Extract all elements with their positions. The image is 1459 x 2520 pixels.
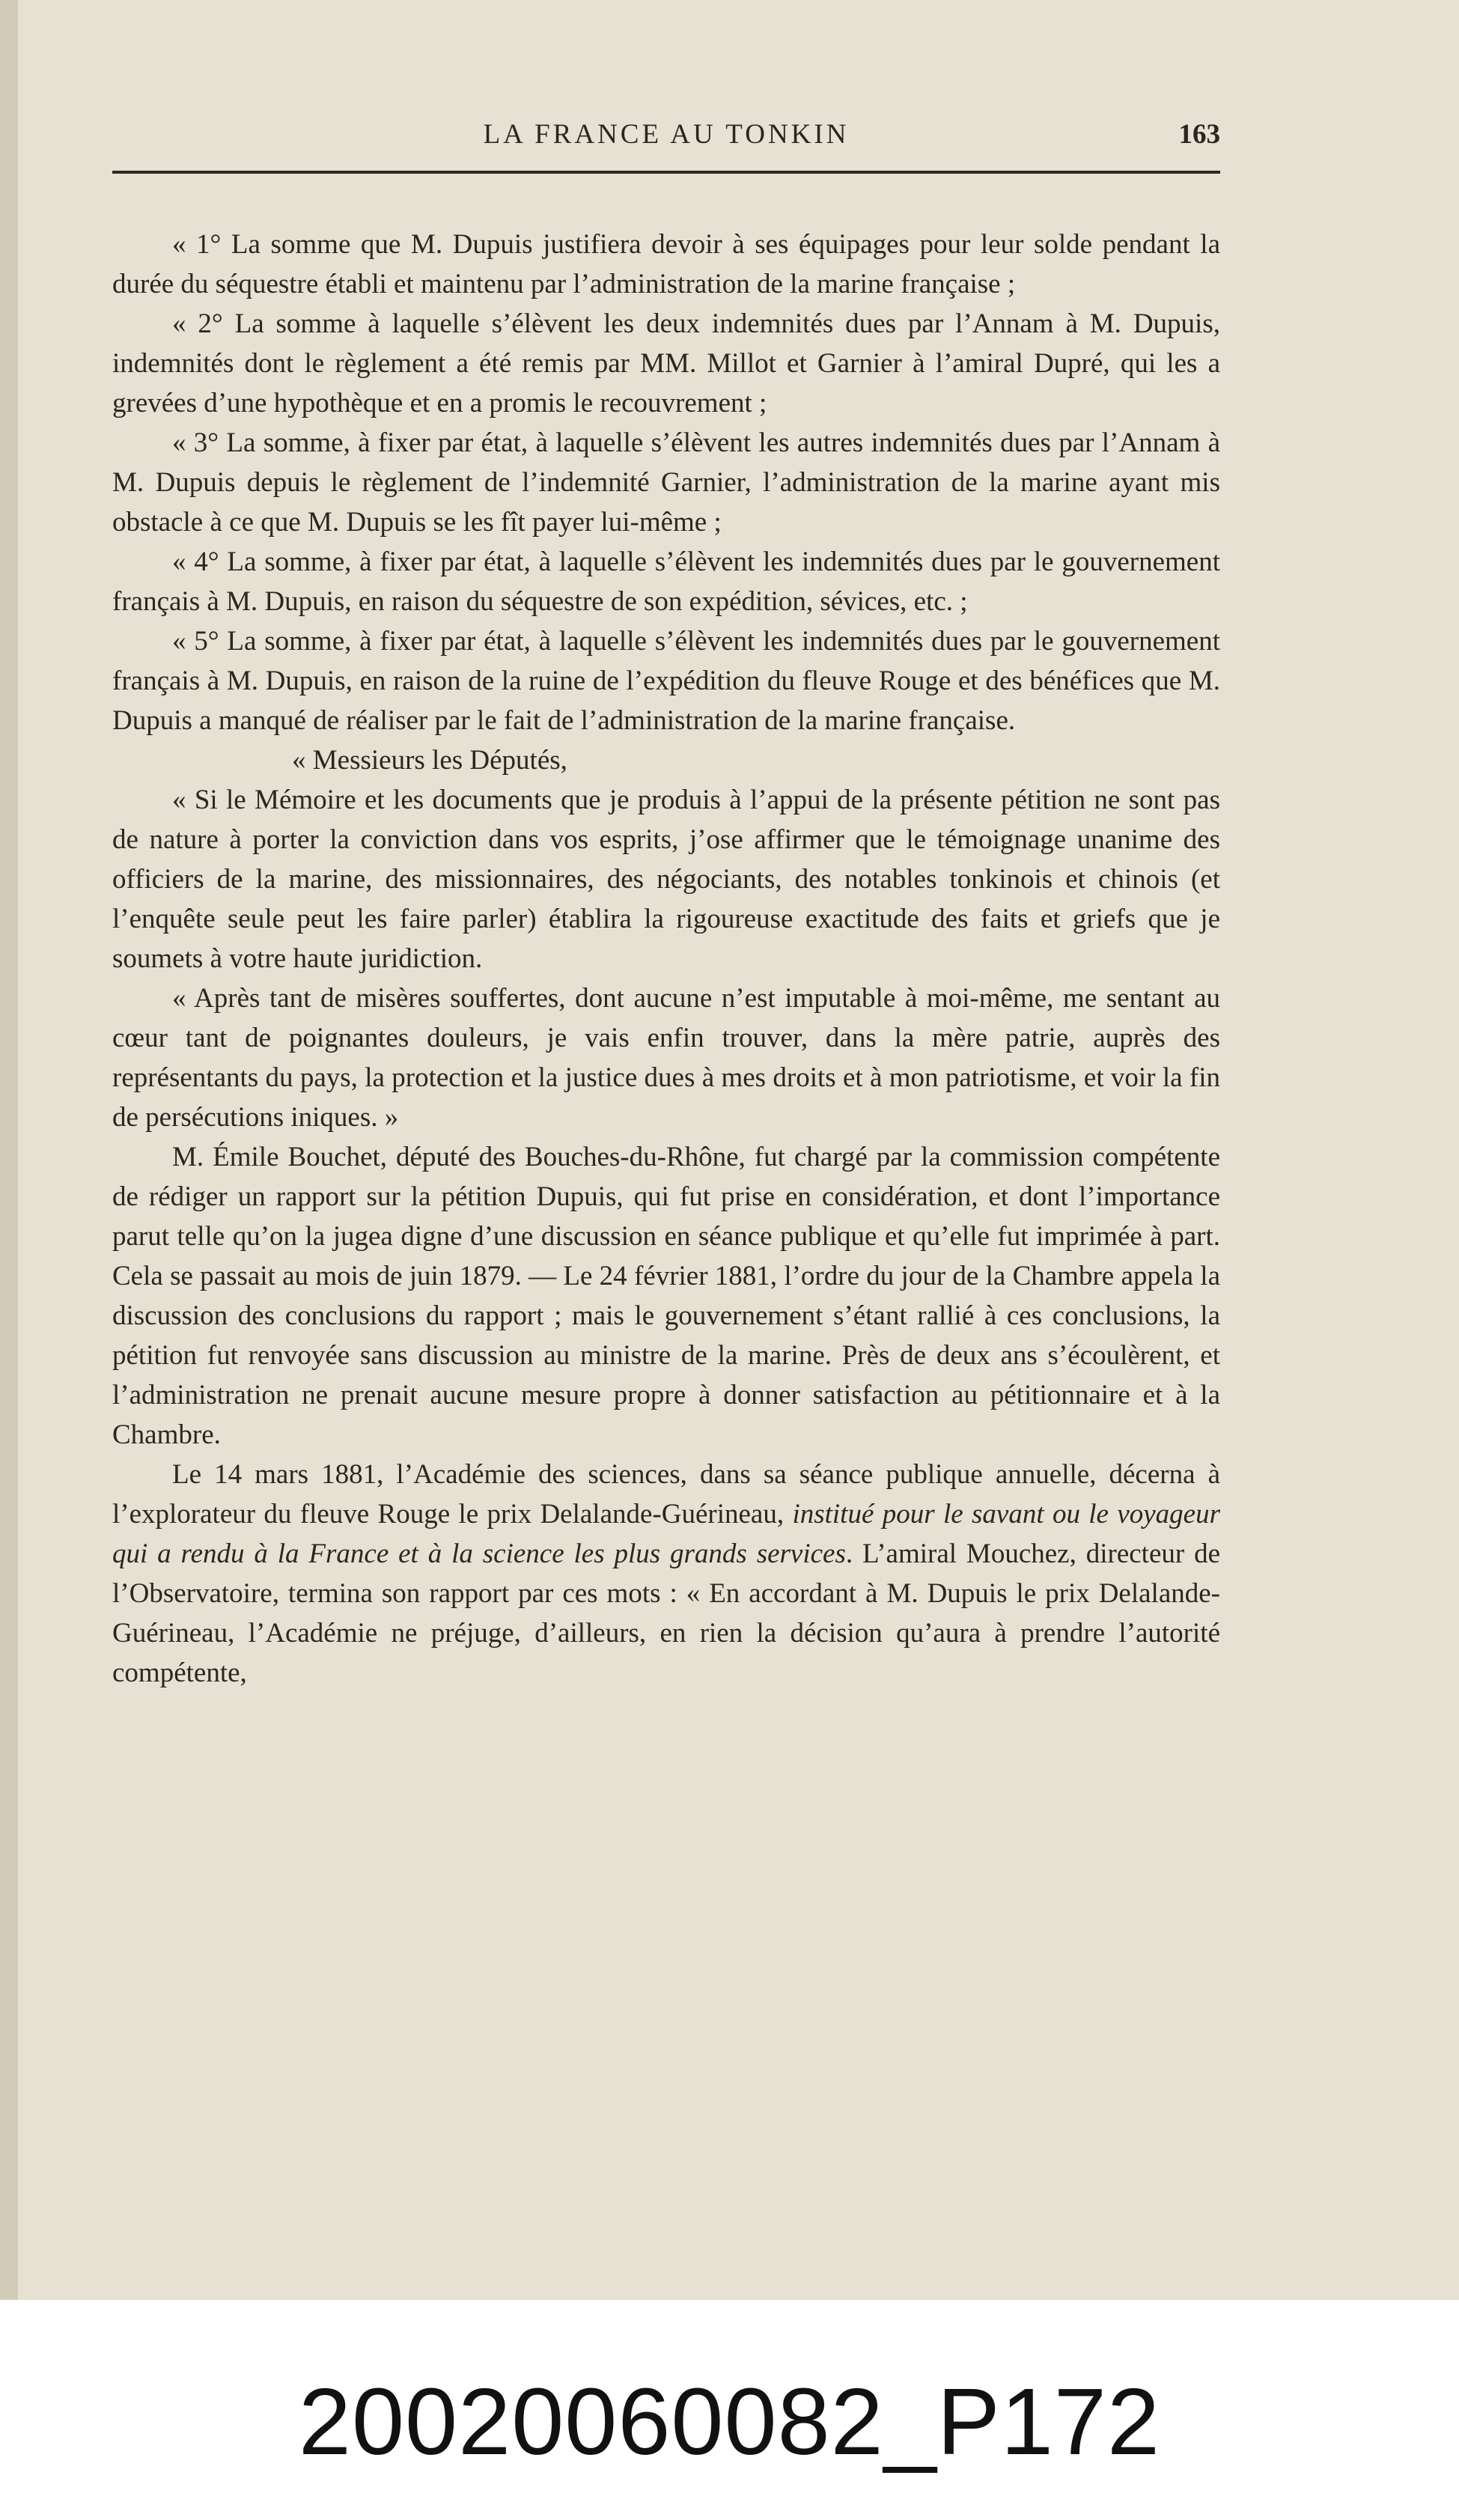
prize-text-italic: institué pour le savant ou le voyageur qui a rendu à la France et à la science les plus grands services bbox=[112, 1499, 1220, 1569]
prize-text-before: Le 14 mars 1881, l’Académie des sciences, dans sa séance publique annuelle, décerna à l’explorateur du fleuve Rouge le prix Delalande-Guérineau, bbox=[112, 1459, 1220, 1530]
paragraph-petition-conclusion: « Si le Mémoire et les documents que je produis à l’appui de la présente pétition ne sont pas de nature à porter la conviction dans vos esprits, j’ose affirmer que le témoignage unanime des officiers de la marine, des missionnaires, des négociants, des notables tonkinois et chinois (et l’enquête seule peut les faire parler) établira la rigoureuse exactitude des faits et griefs que je soumets à votre haute juridiction. bbox=[112, 785, 1220, 974]
prize-text-after: . L’amiral Mouchez, directeur de l’Observatoire, termina son rapport par ces mots : « En accordant à M. Dupuis le prix Delalande-Guérineau, l’Académie ne préjuge, d’ailleurs, en rien la décision qu’aura à prendre l’autorité compétente, bbox=[112, 1539, 1220, 1688]
paragraph-item-4: « 4° La somme, à fixer par état, à laquelle s’élèvent les indemnités dues par le gouvernement français à M. Dupuis, en raison du séquestre de son expédition, sévices, etc. ; bbox=[112, 547, 1220, 617]
paragraph-item-3: « 3° La somme, à fixer par état, à laquelle s’élèvent les autres indemnités dues par l’Annam à M. Dupuis depuis le règlement de l’indemnité Garnier, l’administration de la marine ayant mis obstacle à ce que M. Dupuis se les fît payer lui-même ; bbox=[112, 427, 1220, 538]
page-number: 163 bbox=[1178, 119, 1220, 150]
image-caption-id: 20020060082_P172 bbox=[298, 2369, 1161, 2474]
paragraph-bouchet-report: M. Émile Bouchet, député des Bouches-du-Rhône, fut chargé par la commission compétente de rédiger un rapport sur la pétition Dupuis, qui fut prise en considération, et dont l’importance parut telle qu’on la jugea digne d’une discussion en séance publique et qu’elle fut imprimée à part. Cela se passait au mois de juin 1879. — Le 24 février 1881, l’ordre du jour de la Chambre appela la discussion des conclusions du rapport ; mais le gouvernement s’étant rallié à ces conclusions, la pétition fut renvoyée sans discussion au ministre de la marine. Près de deux ans s’écoulèrent, et l’administration ne prenait aucune mesure propre à donner satisfaction au pétitionnaire et à la Chambre. bbox=[112, 1142, 1220, 1450]
page-edge-shadow bbox=[0, 0, 18, 2300]
body-text bbox=[112, 225, 1220, 1693]
paragraph-item-2: « 2° La somme à laquelle s’élèvent les deux indemnités dues par l’Annam à M. Dupuis, indemnités dont le règlement a été remis par MM. Millot et Garnier à l’amiral Dupré, qui les a grevées d’une hypothèque et en a promis le recouvrement ; bbox=[112, 308, 1220, 419]
paragraph-item-5: « 5° La somme, à fixer par état, à laquelle s’élèvent les indemnités dues par le gouvernement français à M. Dupuis, en raison de la ruine de l’expédition du fleuve Rouge et des bénéfices que M. Dupuis a manqué de réaliser par le fait de l’administration de la marine française. bbox=[112, 626, 1220, 736]
paragraph-item-1: « 1° La somme que M. Dupuis justifiera devoir à ses équipages pour leur solde pendant la durée du séquestre établi et maintenu par l’administration de la marine française ; bbox=[112, 229, 1220, 299]
running-head bbox=[112, 114, 1220, 159]
paragraph-academie-prize bbox=[112, 1455, 1220, 1693]
running-title: LA FRANCE AU TONKIN bbox=[483, 119, 850, 150]
salutation: « Messieurs les Députés, bbox=[292, 745, 567, 776]
paragraph-petition-closing: « Après tant de misères souffertes, dont aucune n’est imputable à moi-même, me sentant au cœur tant de poignantes douleurs, je vais enfin trouver, dans la mère patrie, auprès des représentants du pays, la protection et la justice dues à mes droits et à mon patriotisme, et voir la fin de persécutions iniques. » bbox=[112, 983, 1220, 1133]
header-rule bbox=[112, 171, 1220, 174]
